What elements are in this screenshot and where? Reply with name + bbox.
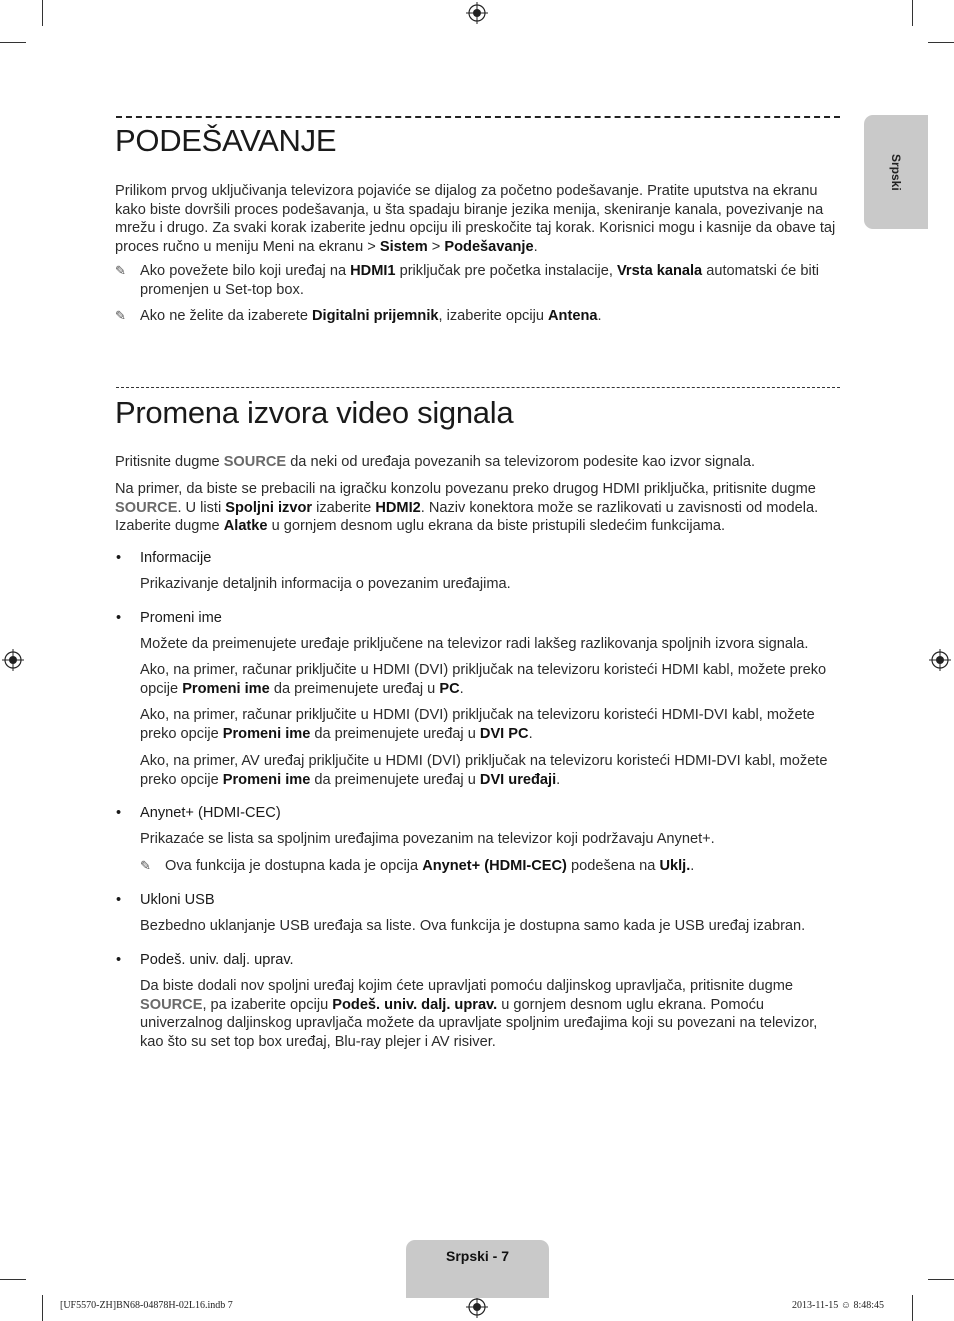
ukloni-usb-description: Bezbedno uklanjanje USB uređaja sa liste. Ova funkcija je dostupna samo kada je USB uređaj izabran.	[140, 918, 806, 934]
note-pencil-icon: ✎	[140, 858, 151, 873]
crop-mark	[0, 1279, 26, 1280]
registration-mark-icon	[466, 2, 488, 24]
section-divider	[116, 116, 840, 118]
crop-mark	[42, 0, 43, 26]
bullet-item-anynet: • Anynet+ (HDMI-CEC)	[116, 805, 281, 821]
bullet-item-ukloni-usb: • Ukloni USB	[116, 892, 215, 908]
section-divider	[116, 387, 840, 388]
anynet-note: ✎ Ova funkcija je dostupna kada je opcija Anynet+ (HDMI-CEC) podešena na Uklj..	[140, 858, 695, 874]
setup-intro-paragraph: Prilikom prvog uključivanja televizora pojaviće se dijalog za početno podešavanje. Pratite uputstva na ekranu kako biste dovršili proces podešavanja, u šta spadaju biranje jezika menija, skeniranje kanala, povezivanje na mrežu i drugo. Za svaki korak izaberite jednu opciju ili preskočite taj korak. Korisnici mogu i kasnije da obave taj proces ručno u meniju Meni na ekranu > Sistem > Podešavanje.	[115, 183, 836, 255]
bullet-item-universal-remote: • Podeš. univ. dalj. uprav.	[116, 952, 294, 968]
side-tab-label: Srpski	[889, 153, 903, 191]
print-slug-timestamp: 2013-11-15 ☺ 8:48:45	[792, 1300, 885, 1311]
crop-mark	[928, 1279, 954, 1280]
setup-note-antenna: ✎ Ako ne želite da izaberete Digitalni prijemnik, izaberite opciju Antena.	[115, 308, 602, 324]
note-pencil-icon: ✎	[115, 308, 126, 323]
section-title-setup: PODEŠAVANJE	[115, 123, 337, 158]
print-slug-file: [UF5570-ZH]BN68-04878H-02L16.indb 7	[60, 1300, 233, 1311]
registration-mark-icon	[466, 1296, 488, 1318]
universal-remote-description: Da biste dodali nov spoljni uređaj kojim ćete upravljati pomoću daljinskog upravljača, pritisnite dugme SOURCE, pa izaberite opciju Podeš. univ. dalj. uprav. u gornjem desnom uglu ekrana. Pomoću univerzalnog daljinskog upravljača možete da upravljate spoljnim uređajima koji su povezani na televizor, kao što su set top box uređaj, Blu-ray plejer i AV risiver.	[140, 978, 818, 1050]
setup-note-hdmi1: ✎ Ako povežete bilo koji uređaj na HDMI1 priključak pre početka instalacije, Vrsta kanala automatski će biti promenjen u Set-top box.	[115, 263, 819, 298]
informacije-description: Prikazivanje detaljnih informacija o povezanim uređajima.	[140, 576, 511, 592]
source-paragraph-1: Pritisnite dugme SOURCE da neki od uređaja povezanih sa televizorom podesite kao izvor signala.	[115, 454, 756, 470]
bullet-item-informacije: • Informacije	[116, 550, 212, 566]
note-pencil-icon: ✎	[115, 263, 126, 278]
section-title-source: Promena izvora video signala	[115, 395, 514, 430]
promeni-ime-example-pc: Ako, na primer, računar priključite u HDMI (DVI) priključak na televizoru koristeći HDMI kabl, možete preko opcije Promeni ime da preimenujete uređaj u PC.	[140, 662, 827, 697]
language-side-tab	[864, 115, 928, 229]
crop-mark	[42, 1295, 43, 1321]
registration-mark-icon	[929, 649, 951, 671]
crop-mark	[928, 42, 954, 43]
promeni-ime-example-dvi-pc: Ako, na primer, računar priključite u HDMI (DVI) priključak na televizoru koristeći HDMI-DVI kabl, možete preko opcije Promeni ime da preimenujete uređaj u DVI PC.	[140, 707, 815, 742]
bullet-item-promeni-ime: • Promeni ime	[116, 610, 222, 626]
page-number-label: Srpski - 7	[445, 1248, 510, 1264]
registration-mark-icon	[2, 649, 24, 671]
page-number-tab	[406, 1240, 549, 1298]
source-paragraph-2: Na primer, da biste se prebacili na igračku konzolu povezanu preko drugog HDMI priključka, pritisnite dugme SOURCE. U listi Spoljni izvor izaberite HDMI2. Naziv konektora može se razlikovati u zavisnosti od modela. Izaberite dugme Alatke u gornjem desnom uglu ekrana da biste pristupili sledećim funkcijama.	[115, 481, 819, 535]
crop-mark	[912, 1295, 913, 1321]
promeni-ime-example-dvi-uredjaji: Ako, na primer, AV uređaj priključite u HDMI (DVI) priključak na televizoru koristeći HDMI-DVI kabl, možete preko opcije Promeni ime da preimenujete uređaj u DVI uređaji.	[140, 753, 828, 788]
promeni-ime-description: Možete da preimenujete uređaje priključene na televizor radi lakšeg razlikovanja spoljnih izvora signala.	[140, 636, 809, 652]
crop-mark	[912, 0, 913, 26]
crop-mark	[0, 42, 26, 43]
anynet-description: Prikazaće se lista sa spoljnim uređajima povezanim na televizor koji podržavaju Anynet+.	[140, 831, 715, 847]
